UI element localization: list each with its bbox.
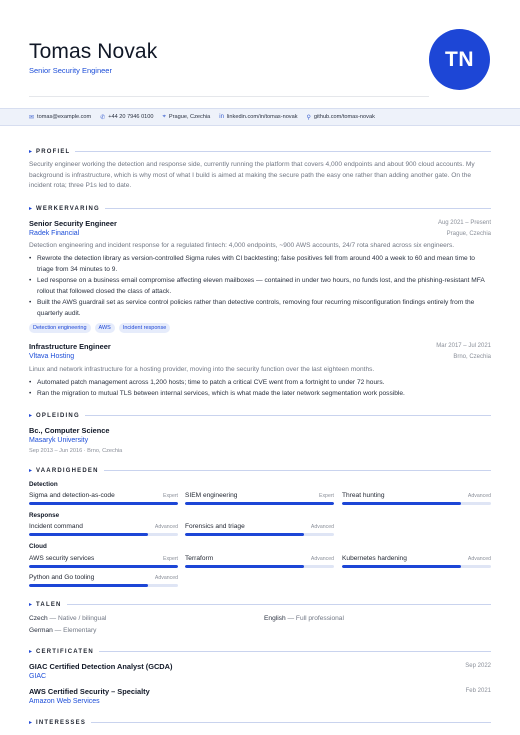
section-arrow-icon: ▸ (29, 649, 33, 655)
section-education-title (29, 412, 491, 419)
skill-level: Advanced (154, 524, 178, 530)
contact-linkedin-text: linkedin.com/in/tomas-novak (226, 114, 298, 120)
education-degree: Bc., Computer Science (29, 426, 110, 435)
skill-name: Kubernetes hardening (342, 555, 407, 562)
skill-item (342, 492, 491, 505)
certificate-issuer: Amazon Web Services (29, 698, 100, 705)
skill-level: Advanced (467, 493, 491, 499)
mail-icon: ✉ (29, 114, 35, 121)
location-pin-icon: ⌖ (162, 113, 166, 120)
contact-location-text: Prague, Czechia (168, 114, 211, 120)
skill-name: SIEM engineering (185, 492, 238, 499)
skill-bar-fill (29, 502, 178, 505)
education-meta: Sep 2013 – Jun 2016 · Brno, Czechia (29, 448, 123, 454)
skill-level: Advanced (154, 575, 178, 581)
contact-linkedin[interactable] (219, 114, 297, 120)
section-arrow-icon: ▸ (29, 149, 33, 155)
job-bullets (29, 253, 491, 319)
contact-email-text: tomas@example.com (37, 114, 92, 120)
skill-bar-fill (29, 584, 148, 587)
section-rule (75, 151, 491, 152)
skill-name: Threat hunting (342, 492, 385, 499)
skill-bar-fill (342, 502, 461, 505)
language-item (264, 615, 344, 622)
skill-item (185, 492, 334, 505)
contact-github-text: github.com/tomas-novak (313, 114, 375, 120)
section-education-label: OPLEIDING (36, 412, 80, 419)
contact-location (163, 114, 211, 121)
skill-name: Python and Go tooling (29, 574, 95, 581)
section-rule (91, 722, 491, 723)
skill-bar-fill (185, 533, 304, 536)
skill-level: Expert (163, 493, 178, 499)
skill-bar-fill (342, 565, 461, 568)
contact-github[interactable] (307, 114, 375, 121)
job-bullet: • Built the AWS guardrail set as service control policies rather than detective controls, removing four recurring misconfiguration findings entirely from the quarterly audit. (29, 297, 491, 319)
skill-item (342, 555, 491, 568)
job-tags (29, 323, 170, 333)
skill-bar-fill (29, 533, 148, 536)
section-profile-title (29, 148, 491, 155)
skill-level: Advanced (310, 524, 334, 530)
skill-bar (185, 533, 334, 536)
section-rule (67, 604, 491, 605)
skill-item (185, 555, 334, 568)
skill-tag: Detection engineering (29, 323, 91, 333)
section-interests-label: INTERESSES (36, 719, 87, 726)
education-school: Masaryk University (29, 437, 89, 444)
language-item (29, 627, 96, 634)
skill-bar (342, 565, 491, 568)
job-bullet: • Led response on a business email compromise affecting eleven mailboxes — contained in under two hours, no funds lost, and the phishing-resistant MFA rollout that followed closed the class of attack. (29, 275, 491, 297)
section-rule (105, 208, 491, 209)
section-skills-label: VAARDIGHEDEN (36, 467, 99, 474)
resume-header (0, 0, 520, 104)
certificate-issuer: GIAC (29, 673, 47, 680)
profile-summary: Security engineer working the detection and response side, currently running the platform that covers 4,000 endpoints and about 900 cloud accounts. My background is infrastructure, which is why most of what I build is aimed at making the secure path the easy one rather than adding another gate. On the incident rota; three P1s led to date. (29, 161, 475, 189)
language-level: — Elementary (54, 627, 97, 634)
skill-level: Expert (319, 493, 334, 499)
linkedin-icon: in (219, 114, 224, 120)
skill-name: AWS security services (29, 555, 95, 562)
section-languages-title (29, 601, 491, 608)
contact-phone-text: +44 20 7946 0100 (108, 114, 154, 120)
skill-item (29, 523, 178, 536)
skill-level: Advanced (467, 556, 491, 562)
header-divider (29, 96, 429, 97)
skill-name: Forensics and triage (185, 523, 245, 530)
skill-name: Terraform (185, 555, 214, 562)
avatar (429, 29, 490, 90)
skill-level: Expert (163, 556, 178, 562)
job-company: Vltava Hosting (29, 353, 75, 360)
job-bullet: • Rewrote the detection library as version-controlled Sigma rules with CI backtesting; false positives fell from around 400 a week to 60 and mean time to triage from 34 minutes to 9. (29, 253, 491, 275)
section-interests-title (29, 719, 491, 726)
section-experience-title (29, 205, 491, 212)
skill-item (185, 523, 334, 536)
language-name: German (29, 627, 53, 634)
section-rule (104, 470, 491, 471)
job-company: Radek Financial (29, 230, 80, 237)
job-location: Brno, Czechia (453, 354, 491, 360)
skill-bar (29, 584, 178, 587)
job-dates: Mar 2017 – Jul 2021 (436, 343, 491, 349)
section-arrow-icon: ▸ (29, 602, 33, 608)
section-profile-label: PROFIEL (36, 148, 71, 155)
section-languages-label: TALEN (36, 601, 62, 608)
job-location: Prague, Czechia (446, 231, 491, 237)
skill-item (29, 574, 178, 587)
job-dates: Aug 2021 – Present (437, 220, 491, 226)
section-rule (99, 651, 491, 652)
skill-level: Advanced (310, 556, 334, 562)
job-summary: Detection engineering and incident response for a regulated fintech: 4,000 endpoints, ~900 AWS accounts, 24/7 rota shared across six engineers. (29, 242, 455, 249)
job-bullets (29, 377, 491, 399)
section-certificates-title (29, 648, 491, 655)
candidate-headline: Senior Security Engineer (29, 66, 112, 75)
phone-icon: ✆ (100, 114, 106, 121)
skill-bar (29, 565, 178, 568)
certificate-name: AWS Certified Security – Specialty (29, 687, 150, 696)
skill-bar (185, 565, 334, 568)
job-bullet: • Ran the migration to mutual TLS between internal services, which is what made the later network segmentation work possible. (29, 388, 491, 399)
section-experience-label: WERKERVARING (36, 205, 100, 212)
language-level: — Full professional (287, 615, 344, 622)
skill-bar-fill (185, 502, 334, 505)
skill-group-label: Detection (29, 481, 58, 488)
skill-name: Incident command (29, 523, 83, 530)
language-name: Czech (29, 615, 48, 622)
job-title: Senior Security Engineer (29, 219, 117, 228)
language-level: — Native / bilingual (49, 615, 107, 622)
skill-group-label: Response (29, 512, 60, 519)
language-item (29, 615, 106, 622)
skill-bar-fill (185, 565, 304, 568)
certificate-name: GIAC Certified Detection Analyst (GCDA) (29, 662, 173, 671)
section-arrow-icon: ▸ (29, 720, 33, 726)
job-summary: Linux and network infrastructure for a hosting provider, moving into the security function over the last eighteen months. (29, 366, 375, 373)
job-title: Infrastructure Engineer (29, 342, 111, 351)
skill-name: Sigma and detection-as-code (29, 492, 115, 499)
job-bullet: • Automated patch management across 1,200 hosts; time to patch a critical CVE went from a fortnight to under 72 hours. (29, 377, 491, 388)
skill-bar (342, 502, 491, 505)
contact-phone[interactable] (100, 114, 153, 121)
language-name: English (264, 615, 286, 622)
skill-item (29, 492, 178, 505)
section-arrow-icon: ▸ (29, 468, 33, 474)
certificate-date: Sep 2022 (465, 663, 491, 669)
section-rule (85, 415, 491, 416)
certificate-date: Feb 2021 (465, 688, 491, 694)
skill-tag: AWS (95, 323, 115, 333)
skill-bar (29, 533, 178, 536)
section-skills-title (29, 467, 491, 474)
section-arrow-icon: ▸ (29, 413, 33, 419)
candidate-name: Tomas Novak (29, 40, 158, 63)
avatar-initials: TN (445, 47, 474, 71)
section-arrow-icon: ▸ (29, 206, 33, 212)
skill-group-label: Cloud (29, 543, 47, 550)
skill-tag: Incident response (119, 323, 170, 333)
skill-bar (29, 502, 178, 505)
skill-bar-fill (29, 565, 178, 568)
contact-bar (0, 108, 520, 126)
github-icon: ⚲ (306, 114, 311, 121)
section-certificates-label: CERTIFICATEN (36, 648, 94, 655)
skill-item (29, 555, 178, 568)
skill-bar (185, 502, 334, 505)
contact-email[interactable] (29, 114, 91, 121)
